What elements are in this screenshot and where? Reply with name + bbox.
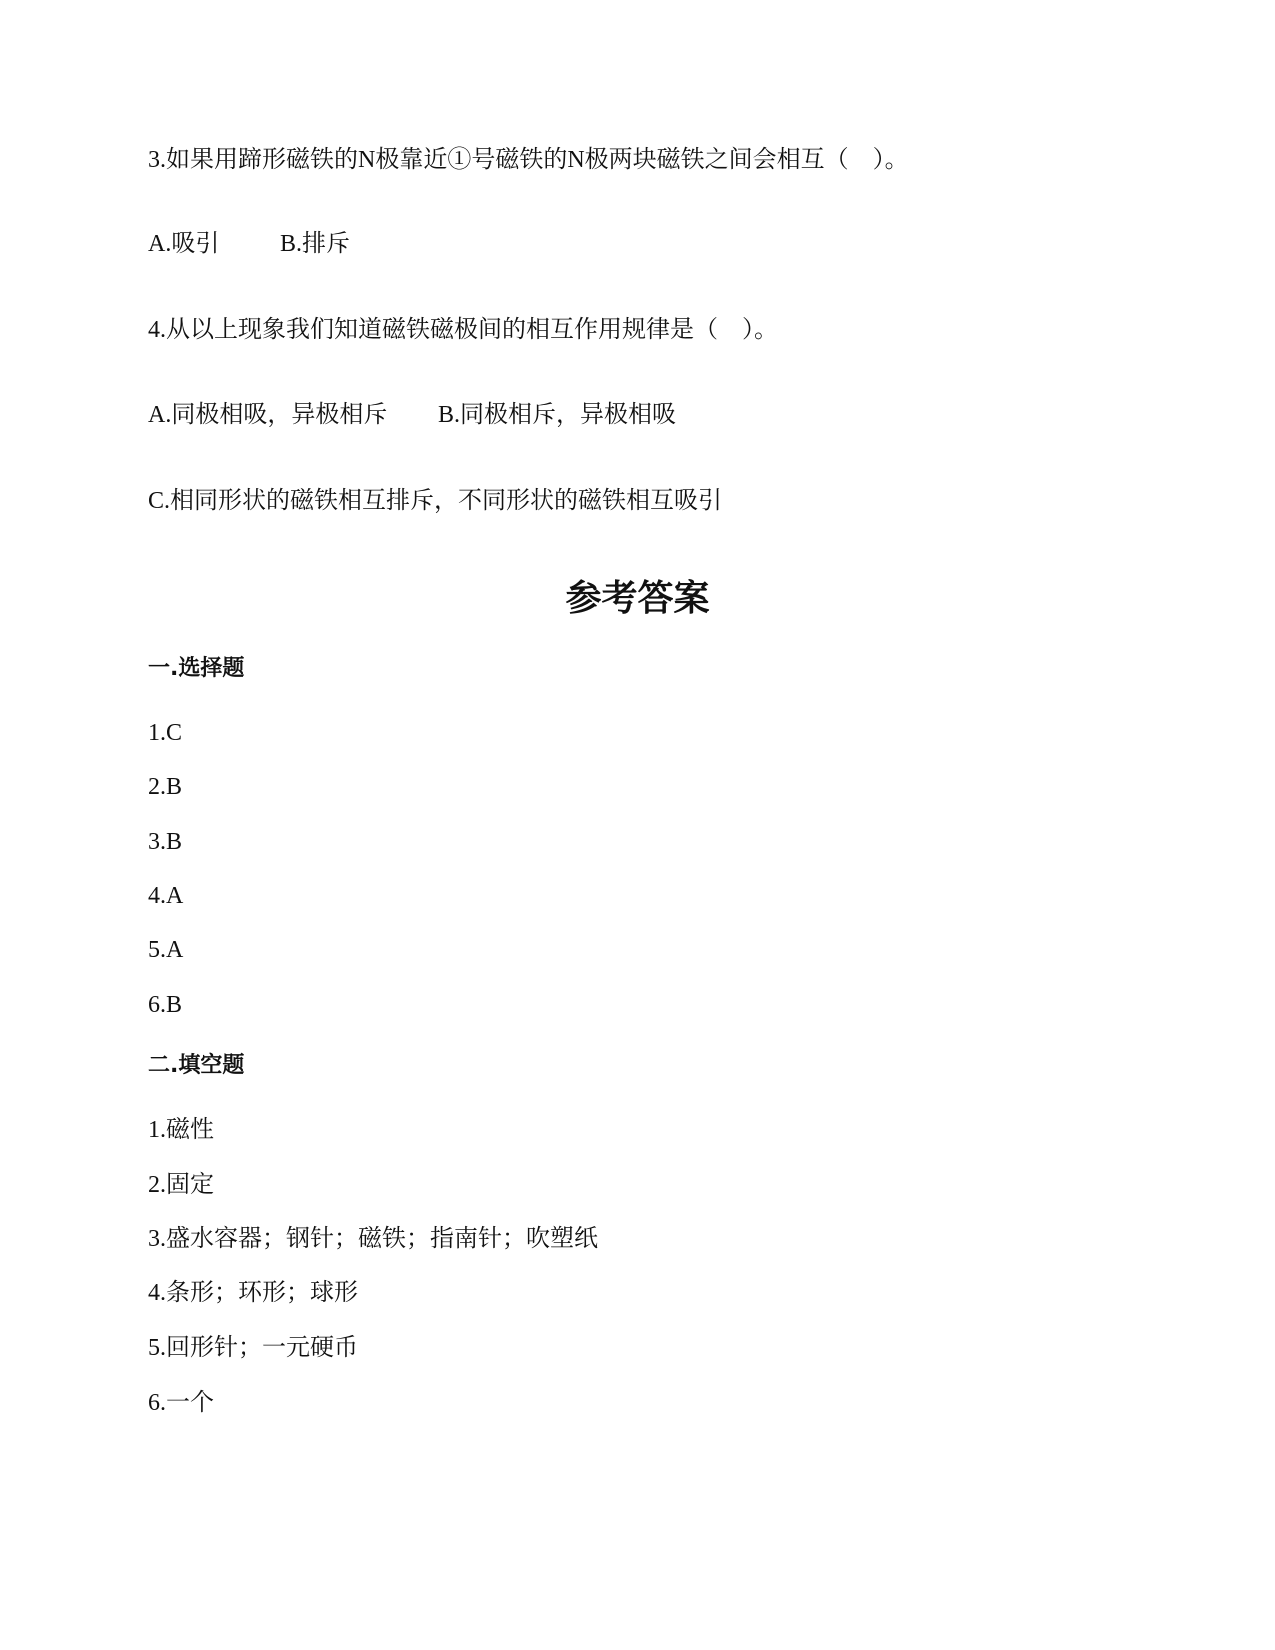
question-4-options-row bbox=[148, 400, 676, 430]
question-3-option-b: B.排斥 bbox=[280, 231, 351, 257]
question-3-option-a: A.吸引 bbox=[148, 231, 220, 257]
question-4-option-a: A.同极相吸，异极相斥 bbox=[148, 402, 388, 428]
choice-answer: 5.A bbox=[148, 937, 184, 963]
fill-blank-answer: 5.回形针；一元硬币 bbox=[148, 1335, 358, 1361]
fill-blank-answer: 3.盛水容器；钢针；磁铁；指南针；吹塑纸 bbox=[148, 1226, 598, 1252]
question-4-stem: 4.从以上现象我们知道磁铁磁极间的相互作用规律是（ ）。 bbox=[148, 317, 778, 343]
choice-answer: 4.A bbox=[148, 883, 184, 909]
question-3-stem: 3.如果用蹄形磁铁的N极靠近①号磁铁的N极两块磁铁之间会相互（ ）。 bbox=[148, 147, 909, 173]
choice-answer: 6.B bbox=[148, 992, 183, 1018]
fill-blank-answer: 1.磁性 bbox=[148, 1117, 214, 1143]
question-3-options bbox=[148, 229, 350, 259]
answer-key-title: 参考答案 bbox=[565, 578, 710, 619]
choice-answer: 3.B bbox=[148, 829, 183, 855]
choice-answer: 2.B bbox=[148, 774, 183, 800]
section-title-fill-blank: 二.填空题 bbox=[148, 1053, 245, 1078]
fill-blank-answer: 2.固定 bbox=[148, 1172, 214, 1198]
fill-blank-answer: 4.条形；环形；球形 bbox=[148, 1280, 358, 1306]
section-title-choice: 一.选择题 bbox=[148, 656, 245, 681]
fill-blank-answer: 6.一个 bbox=[148, 1390, 214, 1416]
choice-answer: 1.C bbox=[148, 720, 183, 746]
question-4-option-c: C.相同形状的磁铁相互排斥，不同形状的磁铁相互吸引 bbox=[148, 488, 723, 514]
question-4-option-b: B.同极相斥，异极相吸 bbox=[438, 402, 677, 428]
